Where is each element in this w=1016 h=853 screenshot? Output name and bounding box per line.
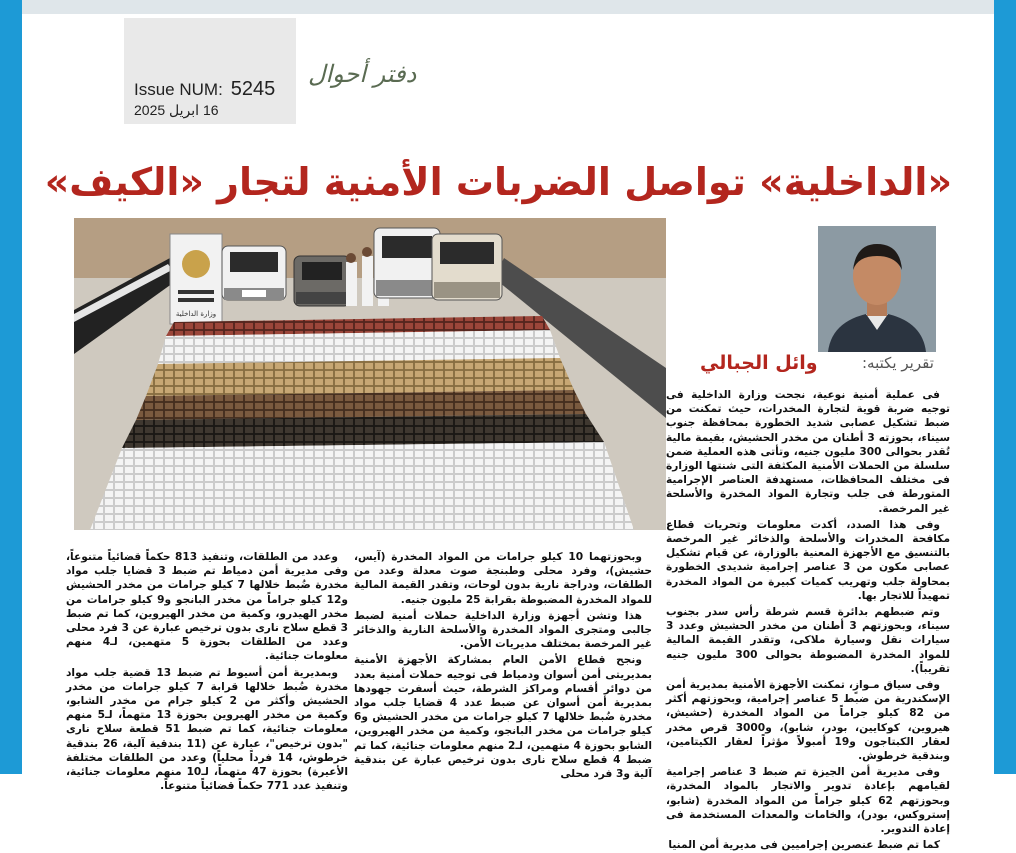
byline-label: تقرير يكتبه:	[862, 354, 934, 372]
paragraph: وفى هذا الصدد، أكدت معلومات وتحريات قطاع مكافحة المخدرات والأسلحة والذخائر غير المرخصة بالتنسيق مع الأجهزة المعنية بالوزارة، عن قيام تشكيل عصابى مكون من 3 عناصر إجرامية شديدى الخطورة بمحاولة جلب وتهريب كميات كبيرة من المواد المخدرة تمهيداً للاتجار بها.	[666, 518, 950, 602]
page-frame-left	[0, 0, 22, 774]
paragraph: ونجح قطاع الأمن العام بمشاركة الأجهزة الأمنية بمديريتى أمن أسوان ودمياط فى توجيه حملات أمنية بعدد من دوائر أقسام ومراكز الشرطة، حيث أسفرت جهودها بمديرية أمن أسوان عن ضبط عدد 4 قضايا جلب مواد مخدرة ضُبط خلالها 7 كيلو جرامات من مخدر الحشيش و6 كيلو جرامات من مخدر البانجو، وكمية من مخدر الهيروين، الشابو بحوزة 4 متهمين، لـ2 منهم معلومات جنائية، كما تم ضبط 4 قطع سلاح نارى بدون ترخيص عبارة عن بندقية آلية و3 فرد محلى	[354, 654, 652, 781]
seizure-photo	[74, 218, 666, 530]
paragraph: وبمديرية أمن أسيوط تم ضبط 13 قضية جلب مواد مخدرة ضُبط خلالها قرابة 7 كيلو جرامات من مخدر الحشيش وأكثر من 2 كيلو جرام من مخدر الشابو، وكمية من مخدر الهيروين بحوزة 13 متهماً، لـ5 منهم معلومات جنائية، كما تم ضبط 51 قطعة سلاح نارى "بدون ترخيص"، عبارة عن (11 بندقية آلية، 26 بندقية خرطوش، 14 فرداً محلياً) وعدد من الطلقات مختلفة الأعيرة) بحوزة 47 متهماً، لـ10 منهم معلومات جنائية، وتنفيذ عدد 771 حكماً قضائياً متنوعاً.	[66, 666, 349, 793]
paragraph: وتم ضبطهم بدائرة قسم شرطة رأس سدر بجنوب سيناء، وبحوزتهم 3 أطنان من مخدر الحشيش وعدد 3 سيارات نقل وسيارة ملاكى، وتقدر القيمة المالية للمواد المخدرة المضبوطة بحوالى 300 مليون جنيه تقريباً).	[666, 606, 950, 675]
issue-number: 5245	[230, 78, 276, 100]
issue-number-line	[134, 78, 275, 101]
article-column-left	[66, 550, 349, 793]
paragraph: وعدد من الطلقات، وتنفيذ 813 حكماً قضائياً متنوعاً، وفى مديرية أمن دمياط تم ضبط 3 قضايا جلب مواد مخدرة ضُبط خلالها 7 كيلو جرامات من مخدر الحشيش و12 كيلو جراماً من مخدر البانجو و9 كيلو جرامات من مخدر الهيدرو، وكمية من مخدر الهيروين، كما تم ضبط 3 قطع سلاح نارى بدون ترخيص عبارة عن 3 فرد محلى وعدد من الطلقات بحوزة 5 متهمين، لـ4 منهم معلومات جنائية.	[66, 551, 349, 663]
issue-label: Issue NUM:	[134, 80, 223, 99]
page-frame-top	[22, 0, 994, 14]
author-photo	[818, 226, 936, 352]
car-2	[294, 256, 350, 306]
banner-text: وزارة الداخلية	[175, 310, 217, 318]
headline: «الداخلية» تواصل الضربات الأمنية لتجار «الكيف»	[44, 160, 952, 204]
paragraph: فى عملية أمنية نوعية، نجحت وزارة الداخلية فى توجيه ضربة قوية لتجارة المخدرات، حيث تمكنت من ضبط تشكيل عصابى شديد الخطورة بمحافظة جنوب سيناء، بحوزته 3 أطنان من مخدر الحشيش، بقيمة مالية تُقدر بحوالى 300 مليون جنيه، وتأتى هذه العملية ضمن سلسلة من الحملات الأمنية المكثفة التى شنتها الوزارة فى مختلف المحافظات، مستهدفة العناصر الإجرامية المتورطة فى جلب وتجارة المواد المخدرة والأسلحة غير المرخصة.	[666, 389, 950, 515]
author-name: وائل الجبالي	[700, 352, 818, 374]
paragraph: وفى سياق مـوازٍ، تمكنت الأجهزة الأمنية بمديرية أمن الإسكندرية من ضبط 5 عناصر إجرامية، وبحوزتهم أكثر من 82 كيلو جراماً من المواد المخدرة (حشيش، هيروين، كوكايين، بودر، شابو)، و3000 قرص مخدر لعقار الكبتاجون و19 أمبولاً مؤثراً لعقار الكيتامين، وبندقية خرطوش.	[666, 679, 951, 763]
page-frame-right	[994, 0, 1016, 774]
issue-date: 16 ابريل 2025	[134, 102, 219, 118]
article-column-middle	[354, 550, 652, 781]
paragraph: وبحوزتهما 10 كيلو جرامات من المواد المخدرة (آيس، حشيش)، وفرد محلى وطبنجة صوت معدلة وعدد من الطلقات، ودراجة نارية بدون لوحات، وتقدر القيمة المالية للمواد المخدرة المضبوطة بقرابة 25 مليون جنيه.	[354, 551, 652, 606]
section-name: دفتر أحوال	[308, 60, 417, 88]
banner	[170, 234, 222, 324]
truck-1	[222, 246, 286, 300]
paragraph: هذا وتشن أجهزة وزارة الداخلية حملات أمنية لضبط جالبى ومتجرى المواد المخدرة والأسلحة النارية والذخائر غير المرخصة بمختلف مديريات الأمن.	[354, 609, 652, 651]
newspaper-page	[22, 14, 994, 852]
paragraph: وفى مديرية أمن الجيزة تم ضبط 3 عناصر إجرامية لقيامهم بإعادة تدوير والاتجار بالمواد المخدرة، وبحوزتهم 62 كيلو جراماً من المواد المخدرة (شابو، إستروكس، بودر)، والخامات والمعدات المستخدمة فى إعادة التدوير.	[666, 766, 951, 836]
paragraph: كما تم ضبط عنصرين إجراميين فى مديرية أمن المنيا	[668, 839, 940, 852]
article-column-right	[666, 388, 951, 852]
truck-3	[374, 228, 440, 298]
truck-4	[432, 234, 502, 300]
